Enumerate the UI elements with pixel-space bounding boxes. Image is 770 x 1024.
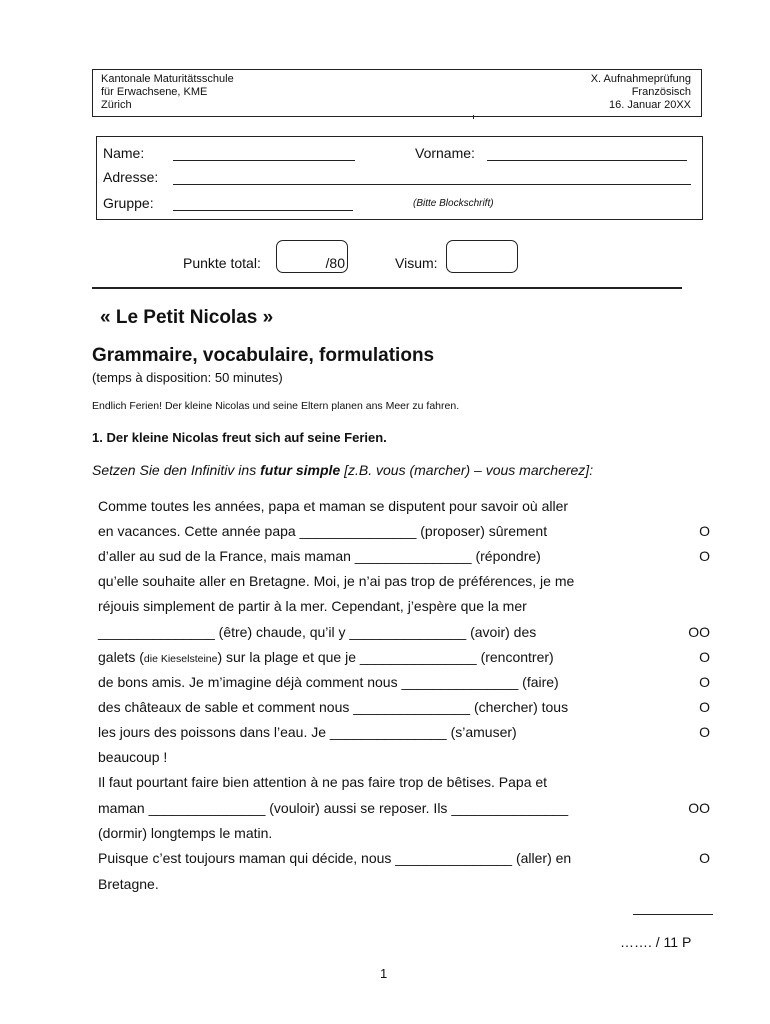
text-part: galets ( [98, 649, 144, 665]
section-title: Grammaire, vocabulaire, formulations [92, 345, 435, 366]
visum-box[interactable] [446, 240, 518, 273]
header-tick [473, 115, 474, 119]
text-line: en vacances. Cette année papa _______________ (proposer) sûrement [98, 523, 548, 539]
school-line-2: für Erwachsene, KME [101, 86, 208, 98]
text-line: les jours des poissons dans l’eau. Je _______________ (s’amuser) [98, 724, 517, 740]
total-points-max: /80 [325, 255, 345, 271]
exam-info [591, 73, 691, 112]
text-line: d’aller au sud de la France, mais maman _______________ (répondre) [98, 548, 541, 564]
vorname-field[interactable] [487, 160, 687, 161]
points-mark: O [699, 548, 710, 564]
total-points-label: Punkte total: [183, 255, 261, 271]
exercise-instruction [92, 462, 593, 478]
total-points-box[interactable] [276, 240, 348, 273]
page-title: « Le Petit Nicolas » [100, 307, 274, 328]
text-line: Puisque c’est toujours maman qui décide, nous _______________ (aller) en [98, 850, 572, 866]
page-number: 1 [380, 966, 388, 981]
text-line: qu’elle souhaite aller en Bretagne. Moi, je n’ai pas trop de préférences, je me [98, 573, 575, 589]
name-label: Name: [103, 145, 145, 161]
points-mark: OO [688, 800, 710, 816]
points-mark: O [699, 523, 710, 539]
points-mark: O [699, 724, 710, 740]
text-line: des châteaux de sable et comment nous _______________ (chercher) tous [98, 699, 569, 715]
points-mark: O [699, 850, 710, 866]
header-rule [92, 287, 682, 289]
personal-info-form [96, 136, 703, 220]
blockschrift-hint: (Bitte Blockschrift) [413, 198, 494, 209]
header-box [92, 69, 702, 117]
school-info [101, 73, 234, 112]
adresse-label: Adresse: [103, 169, 159, 185]
text-line: maman _______________ (vouloir) aussi se reposer. Ils _______________ [98, 800, 569, 816]
intro-text: Endlich Ferien! Der kleine Nicolas und seine Eltern planen ans Meer zu fahren. [92, 400, 460, 412]
points-mark: O [699, 674, 710, 690]
exam-line-3: 16. Januar 20XX [609, 99, 691, 111]
school-line-1: Kantonale Maturitätsschule [101, 73, 234, 85]
adresse-field[interactable] [173, 184, 691, 185]
text-line: Comme toutes les années, papa et maman se disputent pour savoir où aller [98, 498, 569, 514]
text-line: (dormir) longtemps le matin. [98, 825, 273, 841]
points-mark: OO [688, 624, 710, 640]
text-line [98, 649, 554, 665]
text-line: Bretagne. [98, 876, 159, 892]
section-time: (temps à disposition: 50 minutes) [92, 370, 283, 385]
visum-label: Visum: [395, 255, 438, 271]
instruction-pre: Setzen Sie den Infinitiv ins [92, 462, 261, 478]
points-mark: O [699, 699, 710, 715]
text-line: _______________ (être) chaude, qu’il y _______________ (avoir) des [98, 624, 537, 640]
exam-line-1: X. Aufnahmeprüfung [590, 73, 691, 85]
instruction-post: [z.B. vous (marcher) – vous marcherez]: [340, 462, 594, 478]
text-line: de bons amis. Je m’imagine déjà comment nous _______________ (faire) [98, 674, 559, 690]
vorname-label: Vorname: [415, 145, 475, 161]
subtotal-line [633, 914, 713, 915]
exam-line-2: Französisch [631, 86, 691, 98]
gloss-text: die Kieselsteine [143, 653, 218, 665]
instruction-bold: futur simple [260, 462, 341, 478]
gruppe-field[interactable] [173, 210, 353, 211]
points-mark: O [699, 649, 710, 665]
exercise-heading: 1. Der kleine Nicolas freut sich auf seine Ferien. [92, 430, 387, 445]
school-line-3: Zürich [101, 99, 132, 111]
text-part: ) sur la plage et que je _______________ (rencontrer) [217, 649, 554, 665]
subtotal: ……. / 11 P [620, 934, 692, 950]
text-line: beaucoup ! [98, 749, 168, 765]
text-line: Il faut pourtant faire bien attention à ne pas faire trop de bêtises. Papa et [98, 774, 548, 790]
gruppe-label: Gruppe: [103, 195, 154, 211]
name-field[interactable] [173, 160, 355, 161]
text-line: réjouis simplement de partir à la mer. Cependant, j’espère que la mer [98, 598, 527, 614]
